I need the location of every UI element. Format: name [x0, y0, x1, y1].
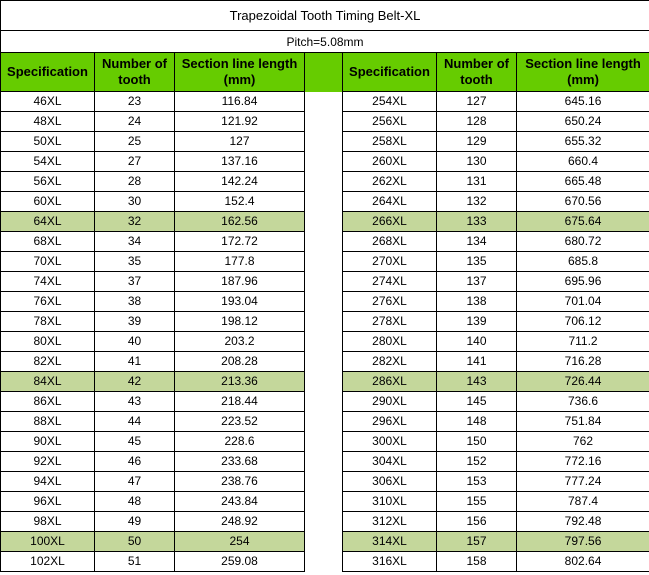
- table-row: [1, 552, 649, 572]
- cell-length-left: 243.84: [175, 492, 305, 512]
- cell-teeth-left: 45: [95, 432, 175, 452]
- column-gap: [305, 532, 343, 552]
- cell-length-right: 701.04: [517, 292, 649, 312]
- cell-length-left: 162.56: [175, 212, 305, 232]
- cell-length-right: 777.24: [517, 472, 649, 492]
- cell-teeth-left: 34: [95, 232, 175, 252]
- cell-teeth-right: 132: [437, 192, 517, 212]
- table-row: [1, 212, 649, 232]
- cell-spec-right: 270XL: [343, 252, 437, 272]
- cell-length-left: 193.04: [175, 292, 305, 312]
- cell-teeth-right: 128: [437, 112, 517, 132]
- cell-teeth-left: 30: [95, 192, 175, 212]
- cell-teeth-right: 150: [437, 432, 517, 452]
- cell-teeth-right: 157: [437, 532, 517, 552]
- cell-length-left: 152.4: [175, 192, 305, 212]
- cell-length-right: 787.4: [517, 492, 649, 512]
- cell-length-left: 259.08: [175, 552, 305, 572]
- column-gap: [305, 53, 343, 92]
- table-row: [1, 412, 649, 432]
- cell-length-left: 228.6: [175, 432, 305, 452]
- column-gap: [305, 172, 343, 192]
- cell-spec-left: 76XL: [1, 292, 95, 312]
- cell-teeth-left: 25: [95, 132, 175, 152]
- column-gap: [305, 152, 343, 172]
- cell-length-right: 716.28: [517, 352, 649, 372]
- column-gap: [305, 212, 343, 232]
- cell-teeth-left: 38: [95, 292, 175, 312]
- cell-length-right: 650.24: [517, 112, 649, 132]
- column-gap: [305, 552, 343, 572]
- cell-length-right: 762: [517, 432, 649, 452]
- table-row: [1, 272, 649, 292]
- cell-teeth-right: 135: [437, 252, 517, 272]
- table-row: [1, 332, 649, 352]
- cell-spec-left: 102XL: [1, 552, 95, 572]
- table-row: [1, 112, 649, 132]
- cell-spec-left: 100XL: [1, 532, 95, 552]
- column-gap: [305, 372, 343, 392]
- cell-length-left: 187.96: [175, 272, 305, 292]
- column-gap: [305, 192, 343, 212]
- cell-teeth-left: 24: [95, 112, 175, 132]
- cell-length-left: 248.92: [175, 512, 305, 532]
- cell-spec-left: 82XL: [1, 352, 95, 372]
- table-title: Trapezoidal Tooth Timing Belt-XL: [1, 1, 649, 31]
- cell-length-right: 726.44: [517, 372, 649, 392]
- cell-length-left: 203.2: [175, 332, 305, 352]
- column-gap: [305, 352, 343, 372]
- table-row: [1, 372, 649, 392]
- column-gap: [305, 92, 343, 112]
- cell-teeth-left: 32: [95, 212, 175, 232]
- cell-length-right: 680.72: [517, 232, 649, 252]
- cell-spec-right: 264XL: [343, 192, 437, 212]
- table-row: [1, 352, 649, 372]
- cell-spec-left: 68XL: [1, 232, 95, 252]
- table-row: [1, 432, 649, 452]
- table-row: [1, 92, 649, 112]
- table-row: [1, 152, 649, 172]
- cell-spec-left: 88XL: [1, 412, 95, 432]
- cell-length-right: 792.48: [517, 512, 649, 532]
- header-specification-left: Specification: [1, 53, 95, 92]
- cell-teeth-left: 48: [95, 492, 175, 512]
- cell-spec-right: 262XL: [343, 172, 437, 192]
- column-gap: [305, 132, 343, 152]
- pitch-label: Pitch=5.08mm: [1, 31, 649, 53]
- cell-spec-left: 92XL: [1, 452, 95, 472]
- table-row: [1, 172, 649, 192]
- cell-length-right: 645.16: [517, 92, 649, 112]
- cell-spec-left: 46XL: [1, 92, 95, 112]
- cell-spec-left: 56XL: [1, 172, 95, 192]
- cell-spec-right: 312XL: [343, 512, 437, 532]
- cell-spec-right: 260XL: [343, 152, 437, 172]
- cell-spec-left: 78XL: [1, 312, 95, 332]
- cell-spec-right: 266XL: [343, 212, 437, 232]
- cell-length-left: 121.92: [175, 112, 305, 132]
- cell-spec-left: 98XL: [1, 512, 95, 532]
- table-row: [1, 472, 649, 492]
- cell-length-left: 137.16: [175, 152, 305, 172]
- cell-spec-right: 310XL: [343, 492, 437, 512]
- cell-spec-left: 54XL: [1, 152, 95, 172]
- header-teeth-right: Number of tooth: [437, 53, 517, 92]
- cell-spec-right: 274XL: [343, 272, 437, 292]
- cell-teeth-right: 129: [437, 132, 517, 152]
- cell-teeth-right: 145: [437, 392, 517, 412]
- header-teeth-left: Number of tooth: [95, 53, 175, 92]
- table-row: [1, 452, 649, 472]
- cell-teeth-right: 130: [437, 152, 517, 172]
- cell-teeth-right: 139: [437, 312, 517, 332]
- cell-spec-left: 74XL: [1, 272, 95, 292]
- table-row: [1, 132, 649, 152]
- cell-spec-right: 316XL: [343, 552, 437, 572]
- column-gap: [305, 432, 343, 452]
- cell-length-right: 706.12: [517, 312, 649, 332]
- cell-length-right: 772.16: [517, 452, 649, 472]
- column-gap: [305, 232, 343, 252]
- cell-spec-right: 282XL: [343, 352, 437, 372]
- cell-spec-right: 304XL: [343, 452, 437, 472]
- cell-teeth-left: 40: [95, 332, 175, 352]
- cell-teeth-right: 158: [437, 552, 517, 572]
- cell-spec-left: 86XL: [1, 392, 95, 412]
- cell-length-left: 116.84: [175, 92, 305, 112]
- cell-teeth-left: 37: [95, 272, 175, 292]
- cell-length-right: 802.64: [517, 552, 649, 572]
- table-row: [1, 492, 649, 512]
- cell-spec-left: 64XL: [1, 212, 95, 232]
- column-gap: [305, 332, 343, 352]
- cell-spec-right: 286XL: [343, 372, 437, 392]
- cell-teeth-left: 35: [95, 252, 175, 272]
- cell-teeth-left: 23: [95, 92, 175, 112]
- cell-spec-right: 306XL: [343, 472, 437, 492]
- cell-length-left: 172.72: [175, 232, 305, 252]
- cell-length-left: 213.36: [175, 372, 305, 392]
- cell-spec-right: 278XL: [343, 312, 437, 332]
- cell-spec-right: 268XL: [343, 232, 437, 252]
- column-gap: [305, 412, 343, 432]
- cell-spec-left: 48XL: [1, 112, 95, 132]
- cell-length-left: 233.68: [175, 452, 305, 472]
- header-length-right: Section line length (mm): [517, 53, 649, 92]
- cell-teeth-right: 133: [437, 212, 517, 232]
- cell-spec-left: 96XL: [1, 492, 95, 512]
- cell-spec-right: 314XL: [343, 532, 437, 552]
- table-row: [1, 532, 649, 552]
- cell-length-right: 660.4: [517, 152, 649, 172]
- cell-length-left: 142.24: [175, 172, 305, 192]
- cell-teeth-left: 50: [95, 532, 175, 552]
- table-row: [1, 192, 649, 212]
- cell-length-right: 655.32: [517, 132, 649, 152]
- header-length-left: Section line length (mm): [175, 53, 305, 92]
- cell-teeth-right: 134: [437, 232, 517, 252]
- cell-teeth-left: 41: [95, 352, 175, 372]
- cell-teeth-left: 46: [95, 452, 175, 472]
- cell-spec-right: 276XL: [343, 292, 437, 312]
- column-gap: [305, 512, 343, 532]
- cell-teeth-left: 43: [95, 392, 175, 412]
- column-gap: [305, 272, 343, 292]
- cell-length-right: 670.56: [517, 192, 649, 212]
- cell-teeth-left: 27: [95, 152, 175, 172]
- cell-length-right: 797.56: [517, 532, 649, 552]
- cell-teeth-left: 49: [95, 512, 175, 532]
- cell-spec-right: 300XL: [343, 432, 437, 452]
- cell-spec-left: 90XL: [1, 432, 95, 452]
- cell-teeth-left: 42: [95, 372, 175, 392]
- table-row: [1, 292, 649, 312]
- cell-length-right: 685.8: [517, 252, 649, 272]
- column-gap: [305, 292, 343, 312]
- cell-length-right: 736.6: [517, 392, 649, 412]
- column-gap: [305, 252, 343, 272]
- cell-length-left: 198.12: [175, 312, 305, 332]
- cell-length-right: 695.96: [517, 272, 649, 292]
- cell-spec-left: 60XL: [1, 192, 95, 212]
- table-row: [1, 392, 649, 412]
- cell-teeth-right: 156: [437, 512, 517, 532]
- cell-spec-left: 70XL: [1, 252, 95, 272]
- cell-teeth-right: 131: [437, 172, 517, 192]
- cell-spec-right: 280XL: [343, 332, 437, 352]
- table-row: [1, 232, 649, 252]
- cell-teeth-left: 47: [95, 472, 175, 492]
- cell-teeth-left: 28: [95, 172, 175, 192]
- cell-spec-right: 254XL: [343, 92, 437, 112]
- cell-teeth-right: 138: [437, 292, 517, 312]
- cell-spec-right: 258XL: [343, 132, 437, 152]
- cell-length-left: 238.76: [175, 472, 305, 492]
- header-specification-right: Specification: [343, 53, 437, 92]
- cell-length-left: 218.44: [175, 392, 305, 412]
- cell-spec-left: 80XL: [1, 332, 95, 352]
- cell-teeth-right: 127: [437, 92, 517, 112]
- cell-length-right: 751.84: [517, 412, 649, 432]
- header-row: [1, 53, 649, 92]
- cell-length-left: 127: [175, 132, 305, 152]
- cell-teeth-right: 155: [437, 492, 517, 512]
- column-gap: [305, 452, 343, 472]
- cell-length-left: 208.28: [175, 352, 305, 372]
- cell-teeth-left: 51: [95, 552, 175, 572]
- cell-teeth-left: 39: [95, 312, 175, 332]
- cell-teeth-right: 137: [437, 272, 517, 292]
- column-gap: [305, 392, 343, 412]
- cell-length-left: 223.52: [175, 412, 305, 432]
- cell-spec-right: 256XL: [343, 112, 437, 132]
- cell-teeth-right: 143: [437, 372, 517, 392]
- table-row: [1, 512, 649, 532]
- cell-teeth-right: 153: [437, 472, 517, 492]
- column-gap: [305, 472, 343, 492]
- column-gap: [305, 312, 343, 332]
- column-gap: [305, 492, 343, 512]
- table-row: [1, 312, 649, 332]
- cell-length-right: 711.2: [517, 332, 649, 352]
- table-row: [1, 252, 649, 272]
- cell-spec-right: 290XL: [343, 392, 437, 412]
- cell-teeth-right: 148: [437, 412, 517, 432]
- cell-teeth-right: 152: [437, 452, 517, 472]
- cell-length-right: 665.48: [517, 172, 649, 192]
- cell-length-right: 675.64: [517, 212, 649, 232]
- cell-spec-left: 84XL: [1, 372, 95, 392]
- cell-length-left: 177.8: [175, 252, 305, 272]
- cell-teeth-right: 141: [437, 352, 517, 372]
- cell-teeth-right: 140: [437, 332, 517, 352]
- column-gap: [305, 112, 343, 132]
- cell-length-left: 254: [175, 532, 305, 552]
- cell-spec-left: 94XL: [1, 472, 95, 492]
- cell-teeth-left: 44: [95, 412, 175, 432]
- cell-spec-left: 50XL: [1, 132, 95, 152]
- cell-spec-right: 296XL: [343, 412, 437, 432]
